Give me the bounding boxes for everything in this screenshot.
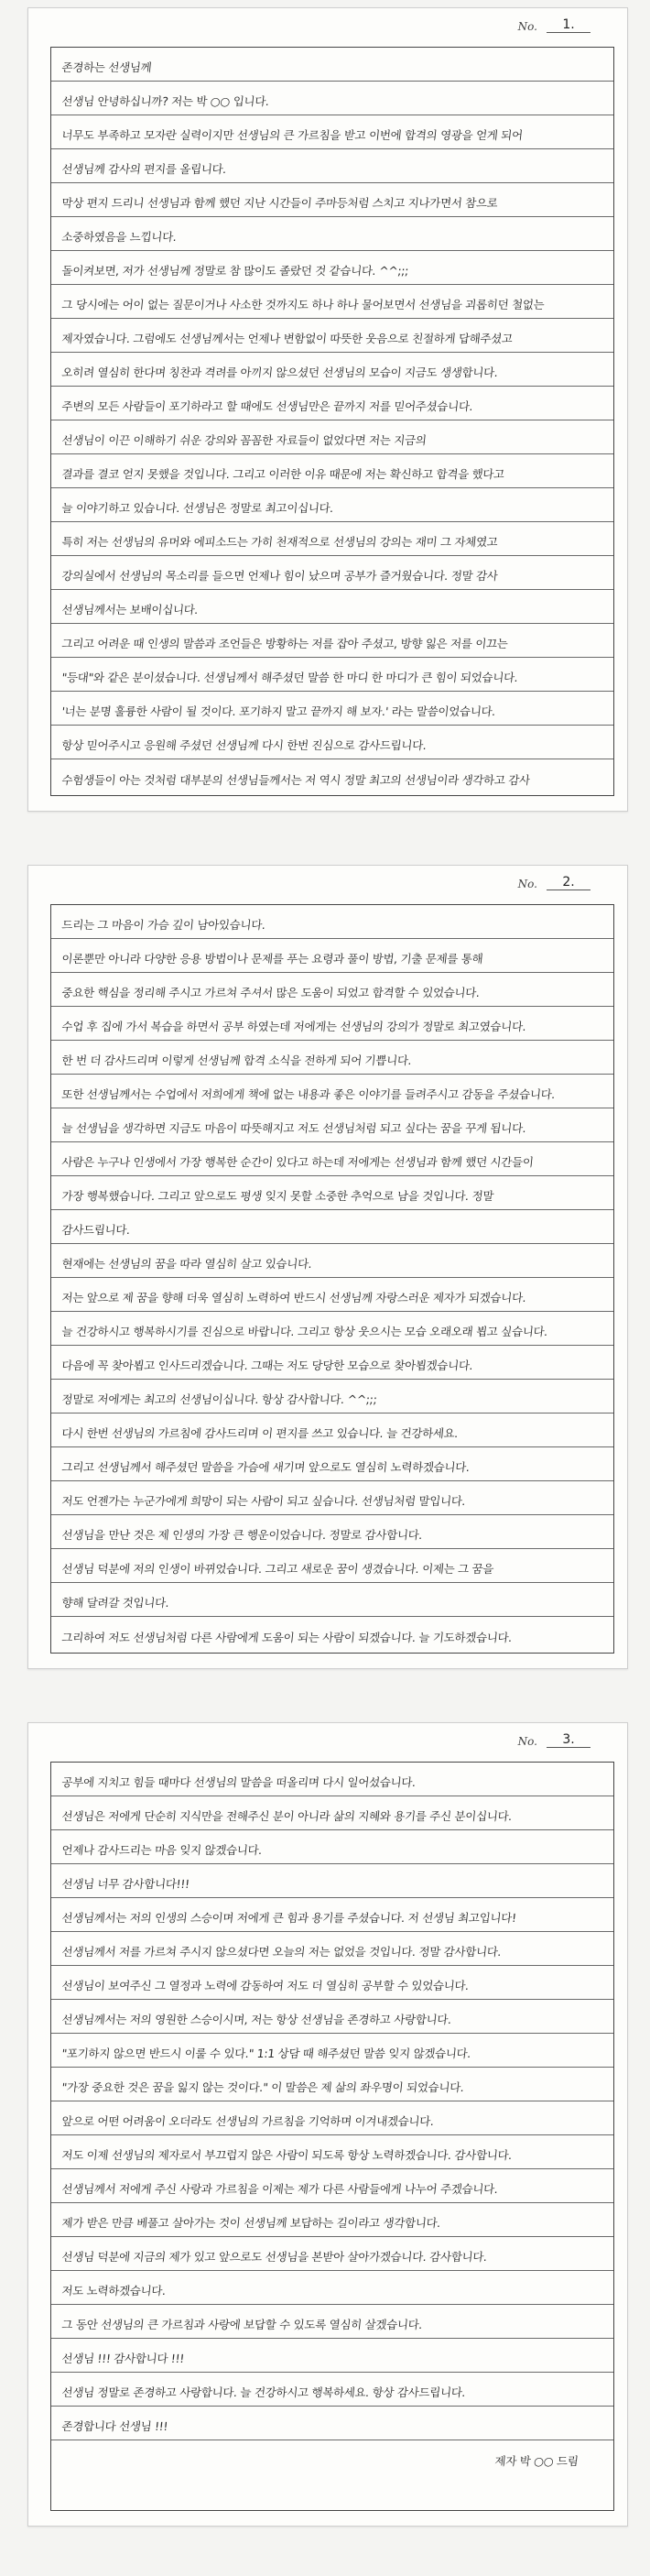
letter-line-text: "포기하지 않으면 반드시 이룰 수 있다." 1:1 상담 때 해주셨던 말씀 잊지 않겠습니다. [60,2047,471,2060]
letter-line [51,1176,613,1210]
letter-line-text: 주변의 모든 사람들이 포기하라고 할 때에도 선생님만은 끝까지 저를 믿어주셨습니다. [60,399,474,413]
sheet-number-label: No. [517,1735,537,1748]
letter-line [51,115,613,149]
letter-line-text: 저도 노력하겠습니다. [60,2284,167,2298]
letter-line [51,353,613,387]
letter-line-text: 그리고 선생님께서 해주셨던 말씀을 가슴에 새기며 앞으로도 열심히 노력하겠습니다. [60,1460,471,1474]
letter-line [51,1617,613,1651]
letter-line-text: 늘 선생님을 생각하면 지금도 마음이 따뜻해지고 저도 선생님처럼 되고 싶다는 꿈을 꾸게 됩니다. [60,1121,527,1135]
letter-line-text: 늘 이야기하고 있습니다. 선생님은 정말로 최고이십니다. [60,501,334,515]
letter-line [51,2373,613,2407]
letter-line-text: 가장 행복했습니다. 그리고 앞으로도 평생 잊지 못할 소중한 추억으로 남을 것입니다. 정말 [60,1189,494,1203]
letter-line-text: 선생님이 보여주신 그 열정과 노력에 감동하여 저도 더 열심히 공부할 수 있었습니다. [60,1979,470,1992]
letter-line [51,1796,613,1830]
letter-line-text: "가장 중요한 것은 꿈을 잃지 않는 것이다." 이 말씀은 제 삶의 좌우명이 되었습니다. [60,2080,465,2094]
letter-line [51,1932,613,1966]
letter-line-text: 감사드립니다. [60,1223,131,1237]
letter-line-text: 중요한 핵심을 정리해 주시고 가르쳐 주셔서 많은 도움이 되었고 합격할 수 있었습니다. [60,986,481,999]
sheet-number-label: No. [517,20,537,33]
letter-line [51,1312,613,1346]
letter-line-text: 너무도 부족하고 모자란 실력이지만 선생님의 큰 가르침을 받고 이번에 합격의 영광을 얻게 되어 [60,128,524,142]
letter-line [51,1041,613,1075]
sheet-number [518,1732,590,1748]
letter-line-text: 언제나 감사드리는 마음 잊지 않겠습니다. [60,1843,263,1857]
letter-line [51,1244,613,1278]
letter-sheet-1 [27,7,628,812]
letter-line [51,149,613,183]
letter-line-text: 또한 선생님께서는 수업에서 저희에게 책에 없는 내용과 좋은 이야기를 들려주시고 감동을 주셨습니다. [60,1087,556,1101]
letter-line-text: 선생님 정말로 존경하고 사랑합니다. 늘 건강하시고 행복하세요. 항상 감사드립니다. [60,2385,467,2399]
letter-line-text: 존경하는 선생님께 [60,60,153,74]
letter-line [51,2169,613,2203]
letter-line [51,2034,613,2068]
letter-line-text: 그리고 어려운 때 인생의 말씀과 조언들은 방황하는 저를 잡아 주셨고, 방향 잃은 저를 이끄는 [60,637,509,650]
letter-line [51,2407,613,2440]
letter-line-text: 저는 앞으로 제 꿈을 향해 더욱 열심히 노력하여 반드시 선생님께 자랑스러운 제자가 되겠습니다. [60,1291,527,1304]
letter-line [51,1414,613,1447]
letter-line [51,1481,613,1515]
letter-line-text: 항상 믿어주시고 응원해 주셨던 선생님께 다시 한번 진심으로 감사드립니다. [60,738,428,752]
letter-line-text: 제가 받은 만큼 베풀고 살아가는 것이 선생님께 보답하는 길이라고 생각합니다. [60,2216,441,2230]
letter-line [51,2339,613,2373]
letter-line [51,82,613,115]
letter-line [51,759,613,793]
letter-line [51,1108,613,1142]
letter-line [51,2135,613,2169]
letter-line [51,48,613,82]
letter-line [51,2271,613,2305]
letter-line-text: 선생님께 감사의 편지를 올립니다. [60,162,227,176]
letter-line-text: 선생님 너무 감사합니다!!! [60,1877,190,1891]
letter-line-text: '너는 분명 훌륭한 사람이 될 것이다. 포기하지 말고 끝까지 해 보자.' 라는 말씀이었습니다. [60,704,496,718]
letter-line [51,420,613,454]
letter-line [51,319,613,353]
letter-line [51,1142,613,1176]
sheet-number-value: 3. [547,1732,590,1748]
letter-line-text: 선생님은 저에게 단순히 지식만을 전해주신 분이 아니라 삶의 지혜와 용기를 주신 분이십니다. [60,1809,513,1823]
letter-line-text: 오히려 열심히 한다며 칭찬과 격려를 아끼지 않으셨던 선생님의 모습이 지금도 생생합니다. [60,366,499,379]
letter-line-text: 선생님 안녕하십니까? 저는 박 ○○ 입니다. [60,94,270,108]
letter-line-text: 막상 편지 드리니 선생님과 함께 했던 지난 시간들이 주마등처럼 스치고 지나가면서 참으로 [60,196,499,210]
letter-line [51,217,613,251]
letter-line-text: 결과를 결코 얻지 못했을 것입니다. 그리고 이러한 이유 때문에 저는 확신하고 합격을 했다고 [60,467,505,481]
letter-line [51,2440,613,2474]
letter-line-text: 선생님이 이끈 이해하기 쉬운 강의와 꼼꼼한 자료들이 없었다면 저는 지금의 [60,433,428,447]
letter-line [51,1007,613,1041]
letter-line-text: 선생님 덕분에 지금의 제가 있고 앞으로도 선생님을 본받아 살아가겠습니다. 감사합니다. [60,2250,488,2264]
letter-line-text: 선생님 !!! 감사합니다 !!! [60,2352,185,2365]
letter-line-text: 선생님 덕분에 저의 인생이 바뀌었습니다. 그리고 새로운 꿈이 생겼습니다. 이제는 그 꿈을 [60,1562,494,1576]
letter-line-text: 사람은 누구나 인생에서 가장 행복한 순간이 있다고 하는데 저에게는 선생님과 함께 했던 시간들이 [60,1155,535,1169]
letter-line-text: 저도 이제 선생님의 제자로서 부끄럽지 않은 사람이 되도록 항상 노력하겠습니다. 감사합니다. [60,2148,513,2162]
letter-line [51,1763,613,1796]
letter-line-text: 늘 건강하시고 행복하시기를 진심으로 바랍니다. 그리고 항상 웃으시는 모습 오래오래 뵙고 싶습니다. [60,1325,548,1338]
letter-line-text: 제자였습니다. 그럼에도 선생님께서는 언제나 변함없이 따뜻한 웃음으로 친절하게 답해주셨고 [60,332,514,345]
letter-sheet-2 [27,865,628,1669]
letter-line-text: 드리는 그 마음이 가슴 깊이 남아있습니다. [60,918,266,932]
letter-line [51,1447,613,1481]
letter-line [51,1075,613,1108]
letter-line-text: 그리하여 저도 선생님처럼 다른 사람에게 도움이 되는 사람이 되겠습니다. 늘 기도하겠습니다. [60,1631,513,1644]
letter-line [51,2101,613,2135]
letter-line-text: 공부에 지치고 힘들 때마다 선생님의 말씀을 떠올리며 다시 일어섰습니다. [60,1775,417,1789]
letter-line [51,939,613,973]
letter-line [51,522,613,556]
letter-line [51,692,613,726]
letter-line-text: 그 동안 선생님의 큰 가르침과 사랑에 보답할 수 있도록 열심히 살겠습니다. [60,2318,423,2331]
letter-line [51,1380,613,1414]
sheet-number-value: 1. [547,17,590,33]
letter-line [51,2203,613,2237]
ruled-lines [50,47,614,796]
letter-line-text: 존경합니다 선생님 !!! [60,2419,168,2433]
letter-line [51,1864,613,1898]
letter-line [51,556,613,590]
letter-line-text: 이론뿐만 아니라 다양한 응용 방법이나 문제를 푸는 요령과 풀이 방법, 기출 문제를 통해 [60,952,484,966]
ruled-lines [50,1762,614,2511]
letter-line-text: 향해 달려갈 것입니다. [60,1596,170,1610]
letter-line [51,1830,613,1864]
letter-line [51,454,613,488]
letter-line [51,2000,613,2034]
letter-line [51,183,613,217]
letter-line [51,590,613,624]
letter-line-text: 다시 한번 선생님의 가르침에 감사드리며 이 편지를 쓰고 있습니다. 늘 건강하세요. [60,1426,459,1440]
letter-line-text: "등대"와 같은 분이셨습니다. 선생님께서 해주셨던 말씀 한 마디 한 마디가 큰 힘이 되었습니다. [60,671,519,684]
letter-line [51,488,613,522]
letter-line-text: 수업 후 집에 가서 복습을 하면서 공부 하였는데 저에게는 선생님의 강의가 정말로 최고였습니다. [60,1020,527,1033]
letter-line [51,726,613,759]
letter-line [51,2305,613,2339]
letter-line-text: 돌이켜보면, 저가 선생님께 정말로 참 많이도 졸랐던 것 같습니다. ^^;;; [60,264,409,278]
letter-line-text: 제자 박 ○○ 드림 [493,2454,580,2468]
letter-line-text: 선생님께서는 보배이십니다. [60,603,199,617]
sheet-number-value: 2. [547,875,590,890]
letter-line-text: 다음에 꼭 찾아뵙고 인사드리겠습니다. 그때는 저도 당당한 모습으로 찾아뵙겠습니다. [60,1359,474,1372]
letter-line-text: 앞으로 어떤 어려움이 오더라도 선생님의 가르침을 기억하며 이겨내겠습니다. [60,2114,435,2128]
letter-line-text: 선생님께서는 저의 인생의 스승이며 저에게 큰 힘과 용기를 주셨습니다. 저 선생님 최고입니다! [60,1911,517,1925]
letter-line-text: 정말로 저에게는 최고의 선생님이십니다. 항상 감사합니다. ^^;;; [60,1392,378,1406]
letter-line [51,1210,613,1244]
letter-line [51,1515,613,1549]
letter-line-text: 수험생들이 아는 것처럼 대부분의 선생님들께서는 저 역시 정말 최고의 선생님이라 생각하고 감사 [60,773,531,787]
letter-line [51,1278,613,1312]
letter-line-text: 선생님께서는 저의 영원한 스승이시며, 저는 항상 선생님을 존경하고 사랑합니다. [60,2013,452,2026]
letter-line [51,1966,613,2000]
letter-line-text: 선생님께서 저를 가르쳐 주시지 않으셨다면 오늘의 저는 없었을 것입니다. 정말 감사합니다. [60,1945,503,1959]
letter-line [51,973,613,1007]
letter-line [51,905,613,939]
letter-line-text: 선생님을 만난 것은 제 인생의 가장 큰 행운이었습니다. 정말로 감사합니다. [60,1528,423,1542]
letter-line [51,1583,613,1617]
letter-line [51,387,613,420]
letter-line [51,251,613,285]
sheet-number-label: No. [517,878,537,890]
letter-sheet-3 [27,1722,628,2527]
letter-line-text: 소중하였음을 느낍니다. [60,230,178,244]
letter-line [51,658,613,692]
sheet-number [518,17,590,33]
letter-line [51,624,613,658]
letter-line [51,1549,613,1583]
letter-line [51,1898,613,1932]
letter-line [51,1346,613,1380]
letter-line [51,2237,613,2271]
letter-line-text: 그 당시에는 어이 없는 질문이거나 사소한 것까지도 하나 하나 물어보면서 선생님을 괴롭히던 철없는 [60,298,546,311]
letter-line-text: 강의실에서 선생님의 목소리를 들으면 언제나 힘이 났으며 공부가 즐거웠습니다. 정말 감사 [60,569,499,583]
letter-line [51,2068,613,2101]
letter-line-text: 현재에는 선생님의 꿈을 따라 열심히 살고 있습니다. [60,1257,313,1271]
letter-line-text: 저도 언젠가는 누군가에게 희망이 되는 사람이 되고 싶습니다. 선생님처럼 말입니다. [60,1494,467,1508]
letter-line-text: 특히 저는 선생님의 유머와 에피소드는 가히 천재적으로 선생님의 강의는 재미 그 자체였고 [60,535,499,549]
ruled-lines [50,904,614,1654]
letter-line-text: 한 번 더 감사드리며 이렇게 선생님께 합격 소식을 전하게 되어 기쁩니다. [60,1053,413,1067]
letter-line [51,285,613,319]
letter-line-text: 선생님께서 저에게 주신 사랑과 가르침을 이제는 제가 다른 사람들에게 나누어 주겠습니다. [60,2182,499,2196]
sheet-number [518,875,590,890]
